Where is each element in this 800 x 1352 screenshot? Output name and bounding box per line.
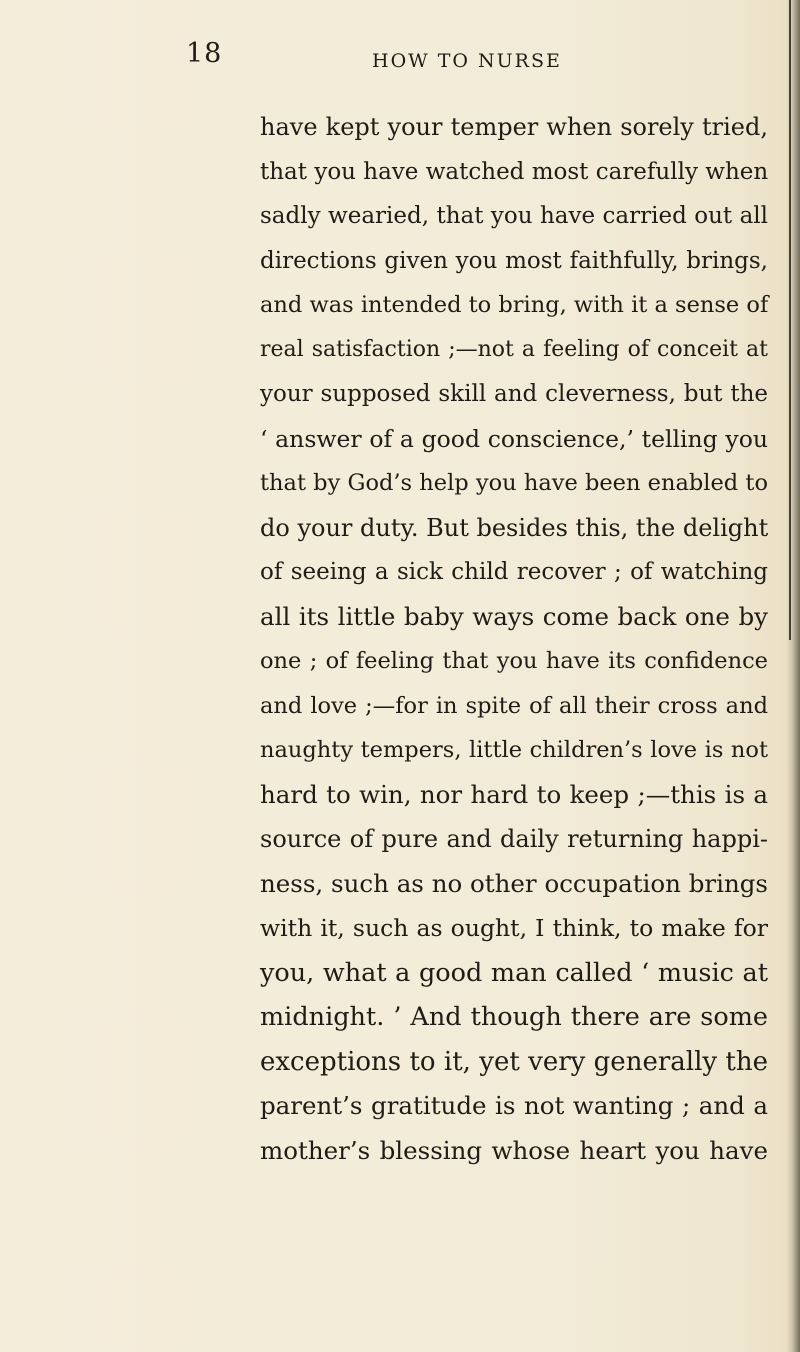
text-line: and was intended to bring, with it a sense of <box>260 292 769 318</box>
text-line: you, what a good man called ‘ music at <box>260 957 768 988</box>
text-line: and love ;—for in spite of all their cross and <box>260 692 768 719</box>
text-line: all its little baby ways come back one by <box>260 601 768 631</box>
text-line: source of pure and daily returning happi- <box>260 825 768 853</box>
text-line: that by God’s help you have been enabled to <box>260 470 768 496</box>
text-line: that you have watched most carefully when <box>260 158 769 185</box>
text-line: hard to win, nor hard to keep ;—this is a <box>260 779 768 809</box>
text-line: real satisfaction ;—not a feeling of conceit at <box>260 336 768 362</box>
text-line: one ; of feeling that you have its confidence <box>260 648 768 674</box>
text-line: have kept your temper when sorely tried, <box>260 113 768 141</box>
body-text <box>260 105 768 1173</box>
text-line: parent’s gratitude is not wanting ; and a <box>260 1091 768 1120</box>
text-line: directions given you most faithfully, brings, <box>260 247 768 274</box>
page-number: 18 <box>186 38 223 69</box>
text-line: with it, such as ought, I think, to make for <box>260 914 768 942</box>
text-line: naughty tempers, little children’s love is not <box>260 737 768 763</box>
text-line: your supposed skill and cleverness, but the <box>260 381 768 407</box>
text-line: sadly wearied, that you have carried out all <box>260 203 768 229</box>
running-head: HOW TO NURSE <box>372 50 562 72</box>
text-line: mother’s blessing whose heart you have <box>260 1135 768 1165</box>
text-line: midnight. ’ And though there are some <box>260 1002 768 1032</box>
text-line: ‘ answer of a good conscience,’ telling you <box>260 424 768 453</box>
text-line: do your duty. But besides this, the delight <box>260 513 769 542</box>
page-header <box>0 38 800 78</box>
text-line: exceptions to it, yet very generally the <box>260 1046 768 1077</box>
page-edge-line <box>789 0 791 640</box>
text-line: ness, such as no other occupation brings <box>260 868 768 898</box>
text-line: of seeing a sick child recover ; of watching <box>260 559 768 585</box>
